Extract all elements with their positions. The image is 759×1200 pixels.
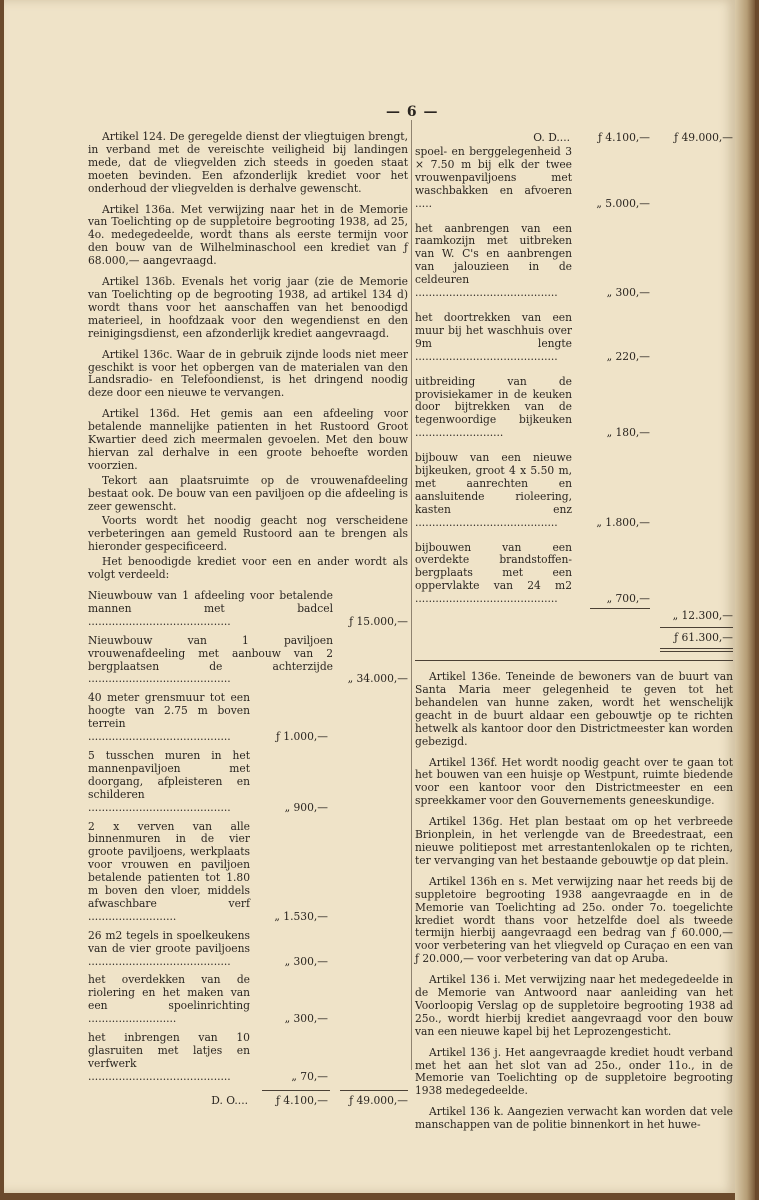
paragraph-artikel-136i: Artikel 136 i. Met verwijzing naar het medegedeelde in de Memorie van Antwoord naar aanleiding van het Voorloopig Verslag op de suppletoire begrooting 1938 ad 25o., wordt hierbij krediet aangevraagd voor den bouw van een nieuwe kapel bij het Leprozengesticht.: [415, 973, 733, 1038]
item-amount: „ 300,—: [284, 1012, 328, 1026]
list-item: [88, 1032, 408, 1084]
main-items-list: [88, 590, 408, 686]
item-description: 40 meter grensmuur tot een hoogte van 2.75 m boven terrein ..........................................: [88, 691, 250, 744]
paragraph-artikel-136g: Artikel 136g. Het plan bestaat om op het verbreede Brionplein, in het verlengde van de Breedestraat, een nieuwe politiepost met arrestantenlokalen op te richten, ter vervanging van het bestaande gebouwtje op dat plein.: [415, 815, 733, 867]
brought-forward-row: [415, 131, 733, 145]
item-amount: ƒ 1.000,—: [275, 730, 328, 744]
item-description: spoel- en berggelegenheid 3 × 7.50 m bij elk der twee vrouwenpaviljoens met waschbakken en afvoeren .....: [415, 145, 572, 210]
page-number: — 6 —: [386, 104, 439, 120]
paragraph-artikel-136c: Artikel 136c. Waar de in gebruik zijnde loods niet meer geschikt is voor het opbergen van de materialen van den Landsradio- en Telefoondienst, is het dringend noodig deze door een nieuwe te vervangen.: [88, 347, 408, 400]
list-item: [415, 146, 733, 211]
list-item: [415, 376, 733, 441]
item-amount: „ 1.530,—: [274, 909, 328, 923]
total-rule: [340, 1090, 408, 1091]
section-rule: [415, 660, 733, 661]
list-item: [88, 930, 408, 969]
item-description: 2 x verven van alle binnenmuren in de vier groote paviljoens, werkplaats voor vrouwen en paviljoen betalende patienten tot 1.80 m boven den vloer, middels afwaschbare verf ..........................: [88, 819, 250, 923]
paragraph-artikel-136j: Artikel 136 j. Het aangevraagde krediet houdt verband met het aan het slot van ad 25o., onder 11o., in de Memorie van Toelichting op de suppletoire begrooting 1938 medegedeelde.: [415, 1045, 733, 1098]
carry-forward-row: [88, 1094, 408, 1108]
item-description: bijbouw van een nieuwe bijkeuken, groot 4 x 5.50 m, met aanrechten en aansluitende rioleering, kasten enz ..........................................: [415, 451, 572, 529]
paragraph-artikel-136f: Artikel 136f. Het wordt noodig geacht over te gaan tot het bouwen van een huisje op Westpunt, ruimte biedende voor een kantoor voor den Districtmeester en een spreekkamer voor den Gouvernements geneeskundige.: [415, 755, 733, 808]
total-rule: [660, 627, 733, 628]
list-item: [415, 223, 733, 300]
item-description: uitbreiding van de provisiekamer in de keuken door bijtrekken van de tegenwoordige bijkeuken ..........................: [415, 374, 572, 440]
subtotal-row: [415, 609, 733, 623]
total-amount: ƒ 61.300,—: [674, 631, 733, 645]
item-amount: „ 900,—: [284, 800, 328, 814]
subtotal-amount: „ 12.300,—: [672, 609, 733, 623]
item-amount: „ 5.000,—: [596, 196, 650, 210]
subtotal-rule: [262, 1090, 330, 1091]
paragraph-tekort: Tekort aan plaatsruimte op de vrouwenafdeeling bestaat ook. De bouw van een paviljoen op die afdeeling is zeer gewenscht.: [88, 473, 408, 513]
item-description: Nieuwbouw van 1 paviljoen vrouwenafdeeling met aanbouw van 2 bergplaatsen de achterzijde ..........................................: [88, 633, 333, 686]
item-description: Nieuwbouw van 1 afdeeling voor betalende mannen met badcel ..........................................: [88, 589, 333, 628]
double-rule: [415, 648, 733, 652]
brought-forward-subtotal: ƒ 4.100,—: [597, 131, 650, 144]
page-edge: [735, 0, 755, 1200]
item-description: het overdekken van de riolering en het maken van een spoelinrichting ..........................: [88, 973, 250, 1026]
list-item: [415, 542, 733, 607]
paragraph-artikel-136d: Artikel 136d. Het gemis aan een afdeeling voor betalende mannelijke patienten in het Rustoord Groot Kwartier deed zich meermalen gevoelen. Met den bouw hiervan zal derhalve in een groote behoefte worden voorzien.: [88, 407, 408, 472]
item-amount: „ 1.800,—: [596, 515, 650, 529]
brought-forward-total: ƒ 49.000,—: [674, 131, 733, 144]
left-column: [88, 131, 408, 1108]
total-double-rule: [660, 648, 733, 652]
list-item: [88, 635, 408, 687]
item-amount: „ 220,—: [606, 349, 650, 363]
right-items-list: [415, 146, 733, 606]
item-description: het aanbrengen van een raamkozijn met uitbreken van W. C's en aanbrengen van jalouzieen in de celdeuren ..........................................: [415, 221, 572, 300]
right-column: [415, 131, 733, 1140]
item-amount: „ 70,—: [291, 1069, 328, 1083]
paragraph-benodigd: Het benoodigde krediet voor een en ander wordt als volgt verdeeld:: [88, 555, 408, 582]
sub-items-list: [88, 692, 408, 1083]
paragraph-artikel-124: Artikel 124. De geregelde dienst der vliegtuigen brengt, in verband met de vereischte veiligheid bij landingen mede, dat de vliegvelden zich steeds in goeden staat moeten bevinden. Een afzonderlijk krediet voor het onderhoud der vliegvelden is derhalve gewenscht.: [88, 130, 408, 195]
item-description: het doortrekken van een muur bij het waschhuis over 9m lengte ..........................................: [415, 310, 572, 363]
list-item: [88, 821, 408, 924]
total-row: [415, 631, 733, 645]
column-divider: [411, 120, 412, 1070]
item-description: het inbrengen van 10 glasruiten met latjes en verfwerk ..........................................: [88, 1031, 250, 1083]
paragraph-voorts: Voorts wordt het noodig geacht nog verscheidene verbeteringen aan gemeld Rustoord aan te brengen als hieronder gespecificeerd.: [88, 514, 408, 554]
item-amount: „ 300,—: [284, 954, 328, 968]
paragraph-artikel-136h: Artikel 136h en s. Met verwijzing naar het reeds bij de suppletoire begrooting 1938 aangevraagde en in de Memorie van Toelichting ad 25o. onder 7o. toegelichte krediet wordt thans voor hetzelfde doel als tweede termijn hierbij aangevraagd een bedrag van ƒ 60.000,— voor verbetering van het vliegveld op Curaçao en een van ƒ 20.000,— voor verbetering van dat op Aruba.: [415, 874, 733, 966]
paragraph-artikel-136b: Artikel 136b. Evenals het vorig jaar (zie de Memorie van Toelichting op de begrooting 1938, ad artikel 134 d) wordt thans voor het aanschaffen van het benoodigd materieel, in hoofdzaak voor den wegendienst en den reinigingsdienst, een afzonderlijk krediet aangevraagd.: [88, 275, 408, 340]
item-description: 26 m2 tegels in spoelkeukens van de vier groote paviljoens ..........................................: [88, 928, 250, 968]
carry-forward-subtotal: ƒ 4.100,—: [275, 1093, 328, 1107]
total-rules: [415, 627, 733, 628]
brought-forward-label: O. D....: [533, 131, 570, 144]
item-description: 5 tusschen muren in het mannenpaviljoen met doorgang, afpleisteren en schilderen ..........................................: [88, 748, 250, 814]
list-item: [88, 750, 408, 815]
paragraph-artikel-136k: Artikel 136 k. Aangezien verwacht kan worden dat vele manschappen van de politie binnenkort in het huwe-: [415, 1105, 733, 1132]
item-amount: „ 180,—: [606, 426, 650, 440]
carry-forward-total: ƒ 49.000,—: [349, 1093, 408, 1107]
list-item: [415, 312, 733, 364]
item-amount: „ 700,—: [606, 592, 650, 606]
list-item: [88, 974, 408, 1026]
totals-rules: [88, 1090, 408, 1091]
list-item: [415, 452, 733, 529]
item-amount: „ 300,—: [606, 286, 650, 300]
item-amount: „ 34.000,—: [347, 672, 408, 686]
item-description: bijbouwen van een overdekte brandstoffen-bergplaats met een oppervlakte van 24 m2 ..........................................: [415, 540, 572, 606]
carry-forward-label: D. O....: [211, 1093, 248, 1107]
right-paragraphs: [415, 671, 733, 1132]
item-amount: ƒ 15.000,—: [349, 614, 408, 628]
paragraph-artikel-136a: Artikel 136a. Met verwijzing naar het in de Memorie van Toelichting op de suppletoire begrooting 1938, ad 25, 4o. medegedeelde, wordt thans als eerste termijn voor den bouw van de Wilhelminaschool een krediet van ƒ 68.000,— aangevraagd.: [88, 202, 408, 268]
paragraph-artikel-136e: Artikel 136e. Teneinde de bewoners van de buurt van Santa Maria meer gelegenheid te geven tot het behandelen van hunne zaken, wordt het wenschelijk geacht in de buurt aldaar een gebouwtje op te richten hetwelk als kantoor door den Districtmeester kan worden gebezigd.: [415, 670, 733, 748]
list-item: [88, 692, 408, 744]
list-item: [88, 590, 408, 629]
